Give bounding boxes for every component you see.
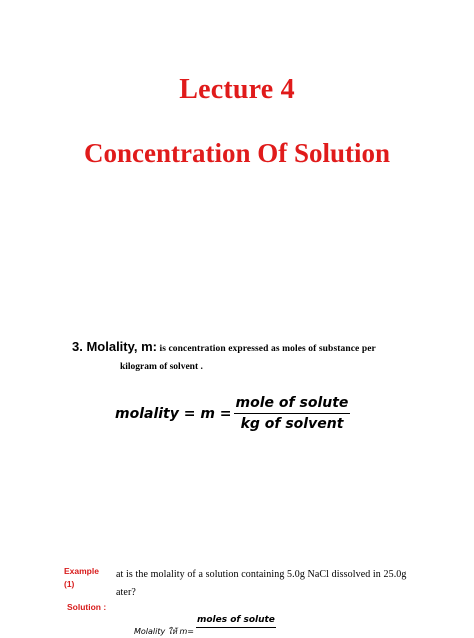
example-question-line1: at is the molality of a solution containing 5.0g NaCl dissolved in 25.0g [116, 569, 407, 580]
definition-text: is concentration expressed as moles of substance per [157, 344, 376, 354]
solution-formula-numerator: moles of solute [196, 614, 276, 628]
example-label-word: Example [64, 566, 99, 576]
molality-definition [72, 339, 376, 354]
formula-denominator: kg of solvent [240, 416, 344, 432]
definition-term: 3. Molality, m: [72, 339, 157, 354]
example-label [64, 565, 99, 591]
solution-formula-lhs: Molality ให้ m= [134, 627, 194, 636]
solution-formula-fraction [196, 614, 276, 628]
formula-fraction [234, 394, 351, 433]
solution-label: Solution : [67, 602, 107, 612]
example-label-number: (1) [64, 579, 75, 589]
definition-text-continued: kilogram of solvent . [120, 362, 203, 372]
molality-formula [115, 394, 350, 433]
formula-lhs: molality = m = [115, 405, 232, 422]
topic-title: Concentration Of Solution [83, 138, 391, 168]
formula-numerator: mole of solute [234, 394, 351, 414]
lecture-title: Lecture 4 [179, 74, 295, 105]
solution-formula [134, 614, 276, 638]
example-question [116, 566, 407, 602]
example-question-line2: ater? [116, 587, 136, 598]
